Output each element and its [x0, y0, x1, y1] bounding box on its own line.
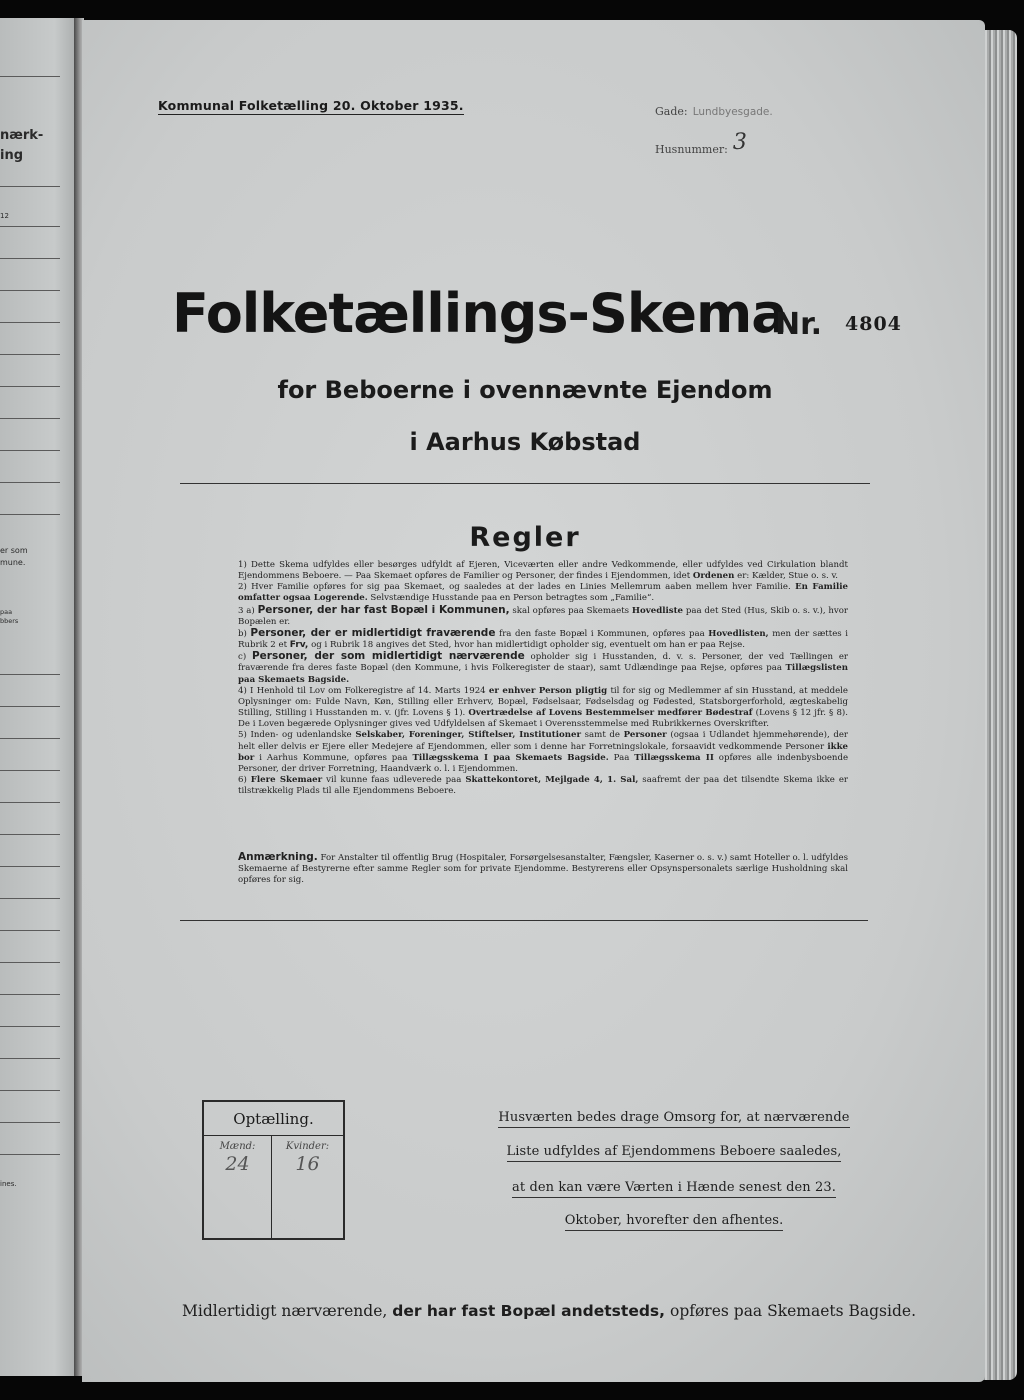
form-number-label: Nr.: [775, 307, 823, 342]
divider: [0, 258, 60, 259]
remark: [202, 852, 848, 887]
form-subtitle: for Beboerne i ovennævnte Ejendom: [277, 376, 773, 404]
divider: [0, 706, 60, 707]
left-page-text: nærk-: [0, 128, 44, 143]
divider: [0, 386, 60, 387]
women-count: 16: [295, 1153, 320, 1175]
left-page-text: 12: [0, 212, 9, 220]
left-page-text: bbers: [0, 617, 19, 625]
landlord-notice-line: Husværten bedes drage Omsorg for, at nærværende: [498, 1110, 850, 1125]
rule-2: 2) Hver Familie opføres for sig paa Skemaet, og saaledes at der lades en Linies Mellemrum aaben mellem hver Familie. En Familie omfatter ogsaa Logerende. Selvstændige Husstande paa en Person betragtes som „Familie“.: [238, 582, 848, 604]
left-page-text: ing: [0, 148, 24, 163]
street-label: Gade:: [655, 105, 688, 118]
divider: [0, 418, 60, 419]
street-value: Lundbyesgade.: [692, 106, 773, 118]
rule-1: 1) Dette Skema udfyldes eller besørges udfyldt af Ejeren, Viceværten eller andre Vedkommende, eller udfyldes ved Cirkulation blandt Ejendommens Beboere. — Paa Skemaet opføres de Familier og Personer, der findes i Ejendommen, idet Ordenen er: Kælder, Stue o. s. v.: [238, 560, 848, 582]
left-page-text: paa: [0, 608, 13, 616]
landlord-notice-line: Liste udfyldes af Ejendommens Beboere saaledes,: [498, 1144, 850, 1159]
house-number-field: [655, 130, 747, 159]
rules-heading: Regler: [469, 522, 581, 553]
tally-box: [202, 1100, 345, 1240]
divider: [0, 994, 60, 995]
divider: [0, 1090, 60, 1091]
divider: [0, 898, 60, 899]
divider: [0, 226, 60, 227]
house-number-value: 3: [732, 130, 747, 155]
street-field: [655, 100, 773, 119]
left-page-text: mune.: [0, 558, 26, 567]
form-subtitle-city: i Aarhus Købstad: [409, 428, 641, 456]
divider: [0, 1026, 60, 1027]
divider: [0, 674, 60, 675]
landlord-notice-line: at den kan være Værten i Hænde senest den 23.: [498, 1180, 850, 1195]
divider: [0, 186, 60, 187]
divider: [0, 322, 60, 323]
divider: [0, 802, 60, 803]
remark-label: Anmærkning.: [238, 851, 318, 863]
rule-3c: c) Personer, der som midlertidigt nærværende opholder sig i Husstanden, d. v. s. Personer, der ved Tællingen er fraværende fra deres faste Bopæl (den Kommune, i hvis Folkeregister de staar), samt Udlændinge paa Rejse, opføres paa Tillægslisten paa Skemaets Bagside.: [238, 650, 849, 685]
divider: [180, 483, 870, 484]
divider: [0, 1058, 60, 1059]
divider: [0, 1154, 60, 1155]
divider: [0, 738, 60, 739]
divider: [0, 834, 60, 835]
divider: [0, 482, 60, 483]
divider: [0, 76, 60, 77]
divider: [0, 354, 60, 355]
form-number: 4804: [845, 313, 902, 335]
men-count: 24: [225, 1153, 250, 1175]
rules-text: [202, 560, 848, 797]
page-edges: [983, 30, 1017, 1380]
rule-5: 5) Inden- og udenlandske Selskaber, Foreninger, Stiftelser, Institutioner samt de Personer (ogsaa i Udlandet hjemmehørende), der helt eller delvis er Ejere eller Medejere af Ejendommen, eller som i denne har Forretningslokale, forsaavidt vedkommende Personer ikke bor i Aarhus Kommune, opføres paa Tillægsskema I paa Skemaets Bagside. Paa Tillægsskema II opføres alle indenbysboende Personer, der driver Forretning, Haandværk o. l. i Ejendommen.: [238, 730, 849, 774]
form-title: Folketællings-Skema: [172, 282, 787, 345]
landlord-notice-line: Oktober, hvorefter den afhentes.: [498, 1213, 850, 1228]
tally-title: Optælling.: [204, 1102, 343, 1136]
divider: [0, 770, 60, 771]
house-number-label: Husnummer:: [655, 143, 728, 156]
women-label: Kvinder:: [285, 1141, 330, 1152]
divider: [0, 1122, 60, 1123]
left-page-text: ines.: [0, 1180, 17, 1188]
rule-3b: b) Personer, der er midlertidigt fraværende fra den faste Bopæl i Kommunen, opføres paa Hovedlisten, men der sættes i Rubrik 2 et Frv, og i Rubrik 18 angives det Sted, hvor han midlertidigt opholder sig, eventuelt om han er paa Rejse.: [238, 626, 849, 651]
remark-text: For Anstalter til offentlig Brug (Hospitaler, Forsørgelsesanstalter, Fængsler, Kaserner o. s. v.) samt Hoteller o. l. udfyldes Skemaerne af Bestyrerne efter samme Regler som for private Ejendomme. Bestyrerens eller Opsynspersonalets særlige Husholdning skal opføres for sig.: [238, 853, 848, 886]
tally-women-column: [272, 1136, 343, 1238]
left-page-fragment: [0, 18, 78, 1376]
rule-6: 6) Flere Skemaer vil kunne faas udleverede paa Skattekontoret, Mejlgade 4, 1. Sal, saafremt der paa det tilsendte Skema ikke er tilstrækkelig Plads til alle Ejendommens Beboere.: [238, 774, 849, 797]
left-page-text: er som: [0, 546, 28, 555]
divider: [0, 930, 60, 931]
divider: [0, 290, 60, 291]
tally-men-column: [204, 1136, 272, 1238]
census-heading: Kommunal Folketælling 20. Oktober 1935.: [158, 98, 464, 113]
divider: [0, 962, 60, 963]
footer-note: Midlertidigt nærværende, der har fast Bopæl andetsteds, opføres paa Skemaets Bagside.: [182, 1302, 916, 1320]
divider: [180, 920, 868, 921]
rule-3a: 3 a) Personer, der har fast Bopæl i Kommunen, skal opføres paa Skemaets Hovedliste paa det Sted (Hus, Skib o. s. v.), hvor Bopælen er.: [238, 603, 849, 627]
divider: [0, 450, 60, 451]
divider: [0, 866, 60, 867]
divider: [0, 514, 60, 515]
men-label: Mænd:: [219, 1141, 256, 1152]
rule-4: 4) I Henhold til Lov om Folkeregistre af 14. Marts 1924 er enhver Person pligtig til for sig og Medlemmer af sin Husstand, at meddele Oplysninger om: Fulde Navn, Køn, Stilling eller Erhverv, Bopæl, Fødselsaar, Fødselsdag og Fødested, Statsborgerforhold, ægteskabelig Stilling, Stilling i Husstanden m. v. (jfr. Lovens § 1). Overtrædelse af Lovens Bestemmelser medfører Bødestraf (Lovens § 12 jfr. § 8). De i Loven begærede Oplysninger gives ved Udfyldelsen af Skemaet i Overensstemmelse med Rubrikkernes Overskrifter.: [238, 685, 849, 730]
